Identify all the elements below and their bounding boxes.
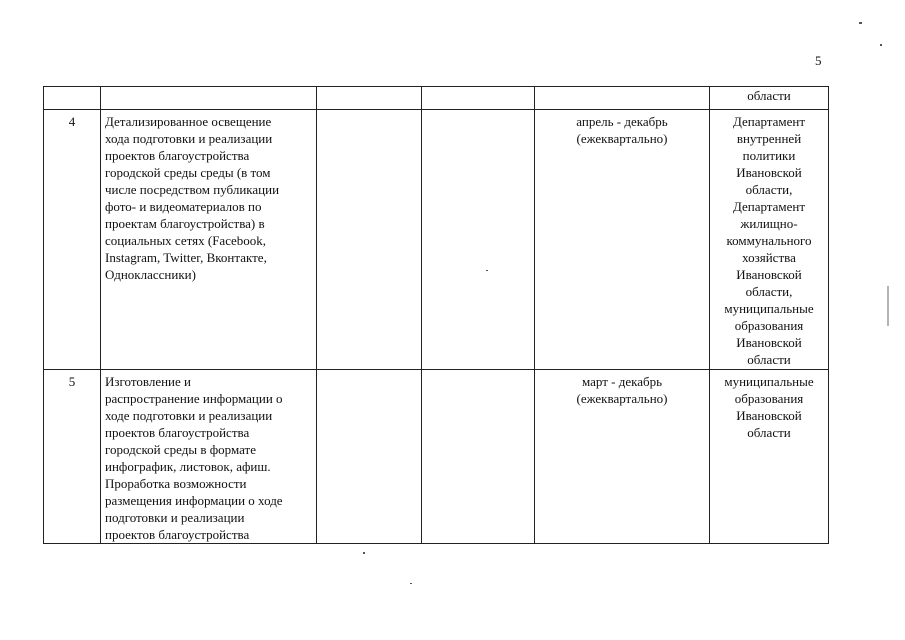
row-period [535, 370, 710, 544]
row-number: 5 [44, 370, 101, 544]
scan-speck [880, 44, 882, 46]
row-col3 [317, 110, 422, 370]
scan-speck [859, 22, 862, 24]
row-period [535, 110, 710, 370]
plan-table [43, 86, 829, 544]
table-cell-num [44, 87, 101, 110]
scan-edge-mark [887, 286, 889, 326]
scan-speck [410, 583, 412, 584]
table-cell-col4 [422, 87, 535, 110]
table-cell-responsible: области [710, 87, 829, 110]
table-cell-period [535, 87, 710, 110]
row-responsible [710, 370, 829, 544]
table-cell-col3 [317, 87, 422, 110]
table-row-continuation [44, 87, 829, 110]
row-description-text: Детализированное освещение хода подготовки и реализации проектов благоустройства городской среды среды (в том числе посредством публикации фото- и видеоматериалов по проектам благоустройства) в социальных сетях (Facebook, Instagram, Twitter, Вконтакте, Одноклассники) [105, 114, 280, 282]
row-description [101, 370, 317, 544]
table-row [44, 110, 829, 370]
page-number: 5 [815, 53, 822, 68]
row-responsible-text: Департамент внутренней политики Ивановской области, Департамент жилищно- коммунального хозяйства Ивановской области, муниципальные образования Ивановской области [724, 114, 814, 367]
row-number: 4 [44, 110, 101, 370]
row-description-text: Изготовление и распространение информации о ходе подготовки и реализации проектов благоустройства городской среды в формате инфографик, листовок, афиш. Проработка возможности размещения информации о ходе подготовки и реализации проектов благоустройства [105, 374, 283, 542]
table-cell-description [101, 87, 317, 110]
row-description [101, 110, 317, 370]
row-col3 [317, 370, 422, 544]
row-responsible-text: муниципальные образования Ивановской области [724, 374, 814, 440]
scan-speck [363, 552, 365, 554]
table-row [44, 370, 829, 544]
row-responsible [710, 110, 829, 370]
row-period-text: апрель - декабрь (ежеквартально) [576, 114, 668, 146]
row-period-text: март - декабрь (ежеквартально) [576, 374, 668, 406]
row-col4 [422, 370, 535, 544]
row-col4 [422, 110, 535, 370]
